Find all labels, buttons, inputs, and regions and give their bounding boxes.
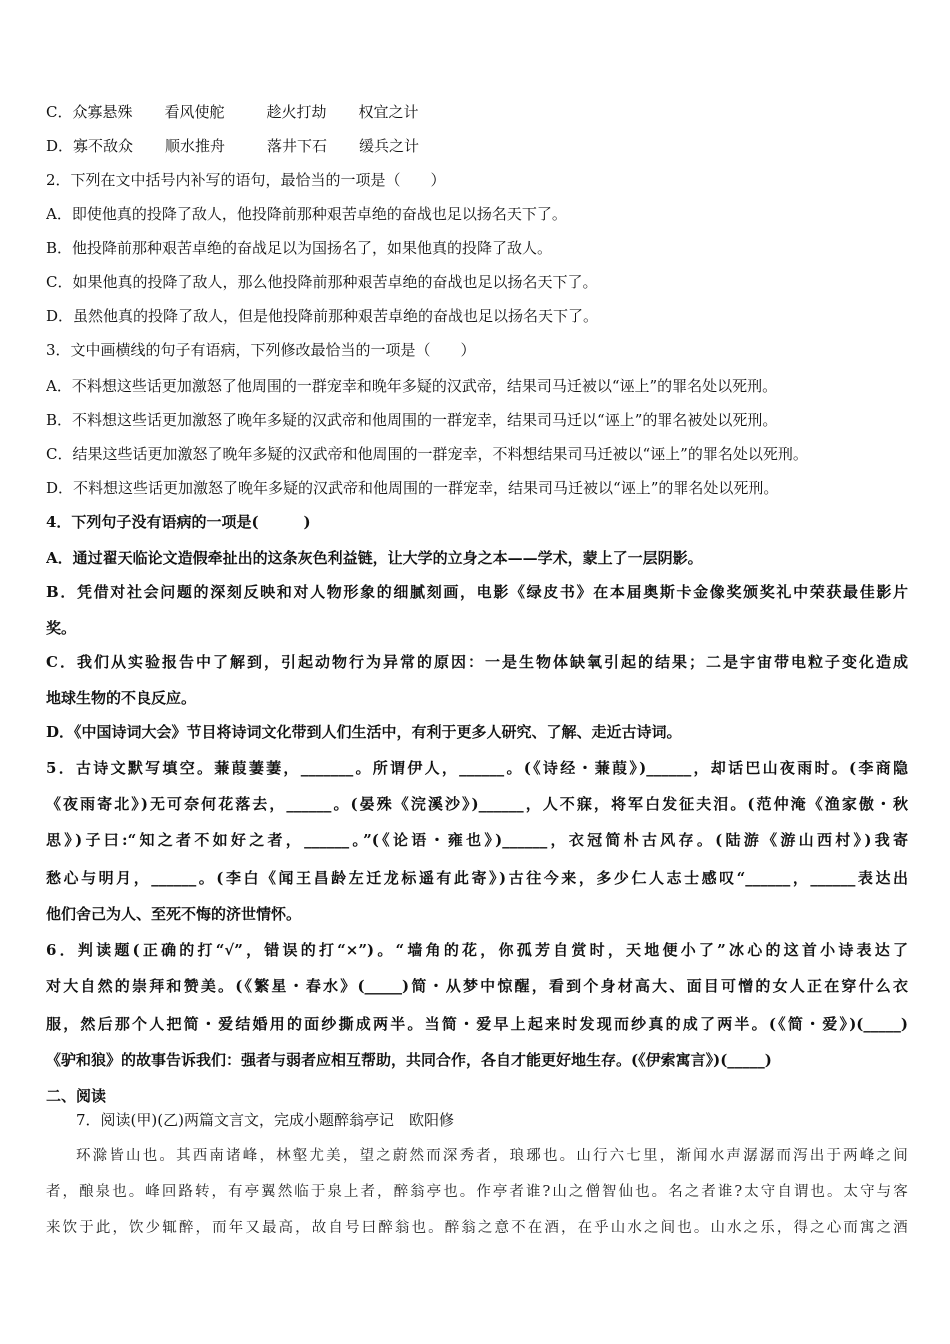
q3-stem: 3．文中画横线的句子有语病，下列修改最恰当的一项是（ ） xyxy=(46,341,476,359)
q7-stem: 7．阅读(甲)(乙)两篇文言文，完成小题醉翁亭记 欧阳修 xyxy=(76,1111,454,1129)
q5-line2: 《夜雨寄北》)无可奈何花落去，______。(晏殊《浣溪沙》)______，人不寐，将军白发征夫泪。(范仲淹《渔家傲・秋 xyxy=(46,795,908,813)
q4-option-c-line1: C．我们从实验报告中了解到，引起动物行为异常的原因：一是生物体缺氧引起的结果；二是宇宙带电粒子变化造成 xyxy=(46,653,908,671)
q3-option-c: C．结果这些话更加激怒了晚年多疑的汉武帝和他周围的一群宠幸，不料想结果司马迁被以“诬上”的罪名处以死刑。 xyxy=(46,445,808,463)
q4-option-a: A．通过翟天临论文造假牵扯出的这条灰色利益链，让大学的立身之本——学术，蒙上了一层阴影。 xyxy=(46,549,703,567)
section-heading: 二、阅读 xyxy=(46,1087,107,1105)
option-item: 缓兵之计 xyxy=(359,137,420,155)
q3-option-b: B．不料想这些话更加激怒了晚年多疑的汉武帝和他周围的一群宠幸，结果司马迁以“诬上”的罪名被处以死刑。 xyxy=(46,411,778,429)
q3-option-a: A．不料想这些话更加激怒了他周围的一群宠幸和晚年多疑的汉武帝，结果司马迁被以“诬上”的罪名处以死刑。 xyxy=(46,377,778,395)
q4-option-b-line2: 奖。 xyxy=(46,619,77,637)
q2-option-b: B．他投降前那种艰苦卓绝的奋战足以为国扬名了，如果他真的投降了敌人。 xyxy=(46,239,553,257)
q7-passage-line1: 环滁皆山也。其西南诸峰，林壑尤美，望之蔚然而深秀者，琅琊也。山行六七里，渐闻水声潺潺而泻出于两峰之间 xyxy=(76,1148,908,1164)
option-item: 看风使舵 xyxy=(164,103,225,121)
q6-line3: 服，然后那个人把简・爱结婚用的面纱撕成两半。当简・爱早上起来时发现而纱真的成了两半。(《简・爱》)(_____) xyxy=(46,1015,908,1033)
option-item: 寡不敌众 xyxy=(73,137,134,155)
option-label: C． xyxy=(46,103,73,121)
q5-line3: 思》)子曰:“知之者不如好之者，______。”(《论语・雍也》)______，衣冠简朴古风存。(陆游《游山西村》)我寄 xyxy=(46,831,908,849)
q7-passage-line2: 者，酿泉也。峰回路转，有亭翼然临于泉上者，醉翁亭也。作亭者谁?山之僧智仙也。名之者谁?太守自谓也。太守与客 xyxy=(46,1184,908,1200)
q6-line4: 《驴和狼》的故事告诉我们：强者与弱者应相互帮助，共同合作，各自才能更好地生存。(《伊索寓言》)(_____) xyxy=(46,1051,772,1069)
q4-option-c-line2: 地球生物的不良反应。 xyxy=(46,689,197,707)
q1-option-d xyxy=(46,136,908,156)
q2-stem: 2．下列在文中括号内补写的语句，最恰当的一项是（ ） xyxy=(46,171,446,189)
option-item: 落井下石 xyxy=(267,137,328,155)
q2-option-a: A．即使他真的投降了敌人，他投降前那种艰苦卓绝的奋战也足以扬名天下了。 xyxy=(46,205,567,223)
q6-line2: 对大自然的崇拜和赞美。(《繁星・春水》(_____)简・从梦中惊醒，看到个身材高大、面目可憎的女人正在穿什么衣 xyxy=(46,977,908,995)
option-item: 顺水推舟 xyxy=(165,137,226,155)
q1-option-c xyxy=(46,102,908,122)
option-item: 众寡悬殊 xyxy=(72,103,133,121)
q3-option-d: D．不料想这些话更加激怒了晚年多疑的汉武帝和他周围的一群宠幸，结果司马迁被以“诬上”的罪名处以死刑。 xyxy=(46,479,779,497)
q5-line4: 愁心与明月，______。(李白《闻王昌龄左迁龙标遥有此寄》)古往今来，多少仁人志士感叹“______，______表达出 xyxy=(46,869,908,887)
q2-option-d: D．虽然他真的投降了敌人，但是他投降前那种艰苦卓绝的奋战也足以扬名天下了。 xyxy=(46,307,599,325)
q4-stem: 4．下列句子没有语病的一项是( ) xyxy=(46,513,311,531)
option-item: 权宜之计 xyxy=(358,103,419,121)
q5-line5: 他们舍己为人、至死不悔的济世情怀。 xyxy=(46,905,302,923)
q4-option-b-line1: B．凭借对社会问题的深刻反映和对人物形象的细腻刻画，电影《绿皮书》在本届奥斯卡金像奖颁奖礼中荣获最佳影片 xyxy=(46,583,908,601)
q2-option-c: C．如果他真的投降了敌人，那么他投降前那种艰苦卓绝的奋战也足以扬名天下了。 xyxy=(46,273,598,291)
q4-option-d: D．《中国诗词大会》节目将诗词文化带到人们生活中，有利于更多人研究、了解、走近古诗词。 xyxy=(46,723,682,741)
option-label: D． xyxy=(46,137,74,155)
q6-line1: 6．判读题(正确的打“√”，错误的打“×”)。“墙角的花，你孤芳自赏时，天地便小了”冰心的这首小诗表达了 xyxy=(46,941,908,959)
q5-line1: 5．古诗文默写填空。蒹葭萋萋，_______。所谓伊人，______。(《诗经・蒹葭》)______，却话巴山夜雨时。(李商隐 xyxy=(46,759,908,777)
q7-passage-line3: 来饮于此，饮少辄醉，而年又最高，故自号曰醉翁也。醉翁之意不在酒，在乎山水之间也。山水之乐，得之心而寓之酒 xyxy=(46,1220,908,1236)
option-item: 趁火打劫 xyxy=(266,103,327,121)
